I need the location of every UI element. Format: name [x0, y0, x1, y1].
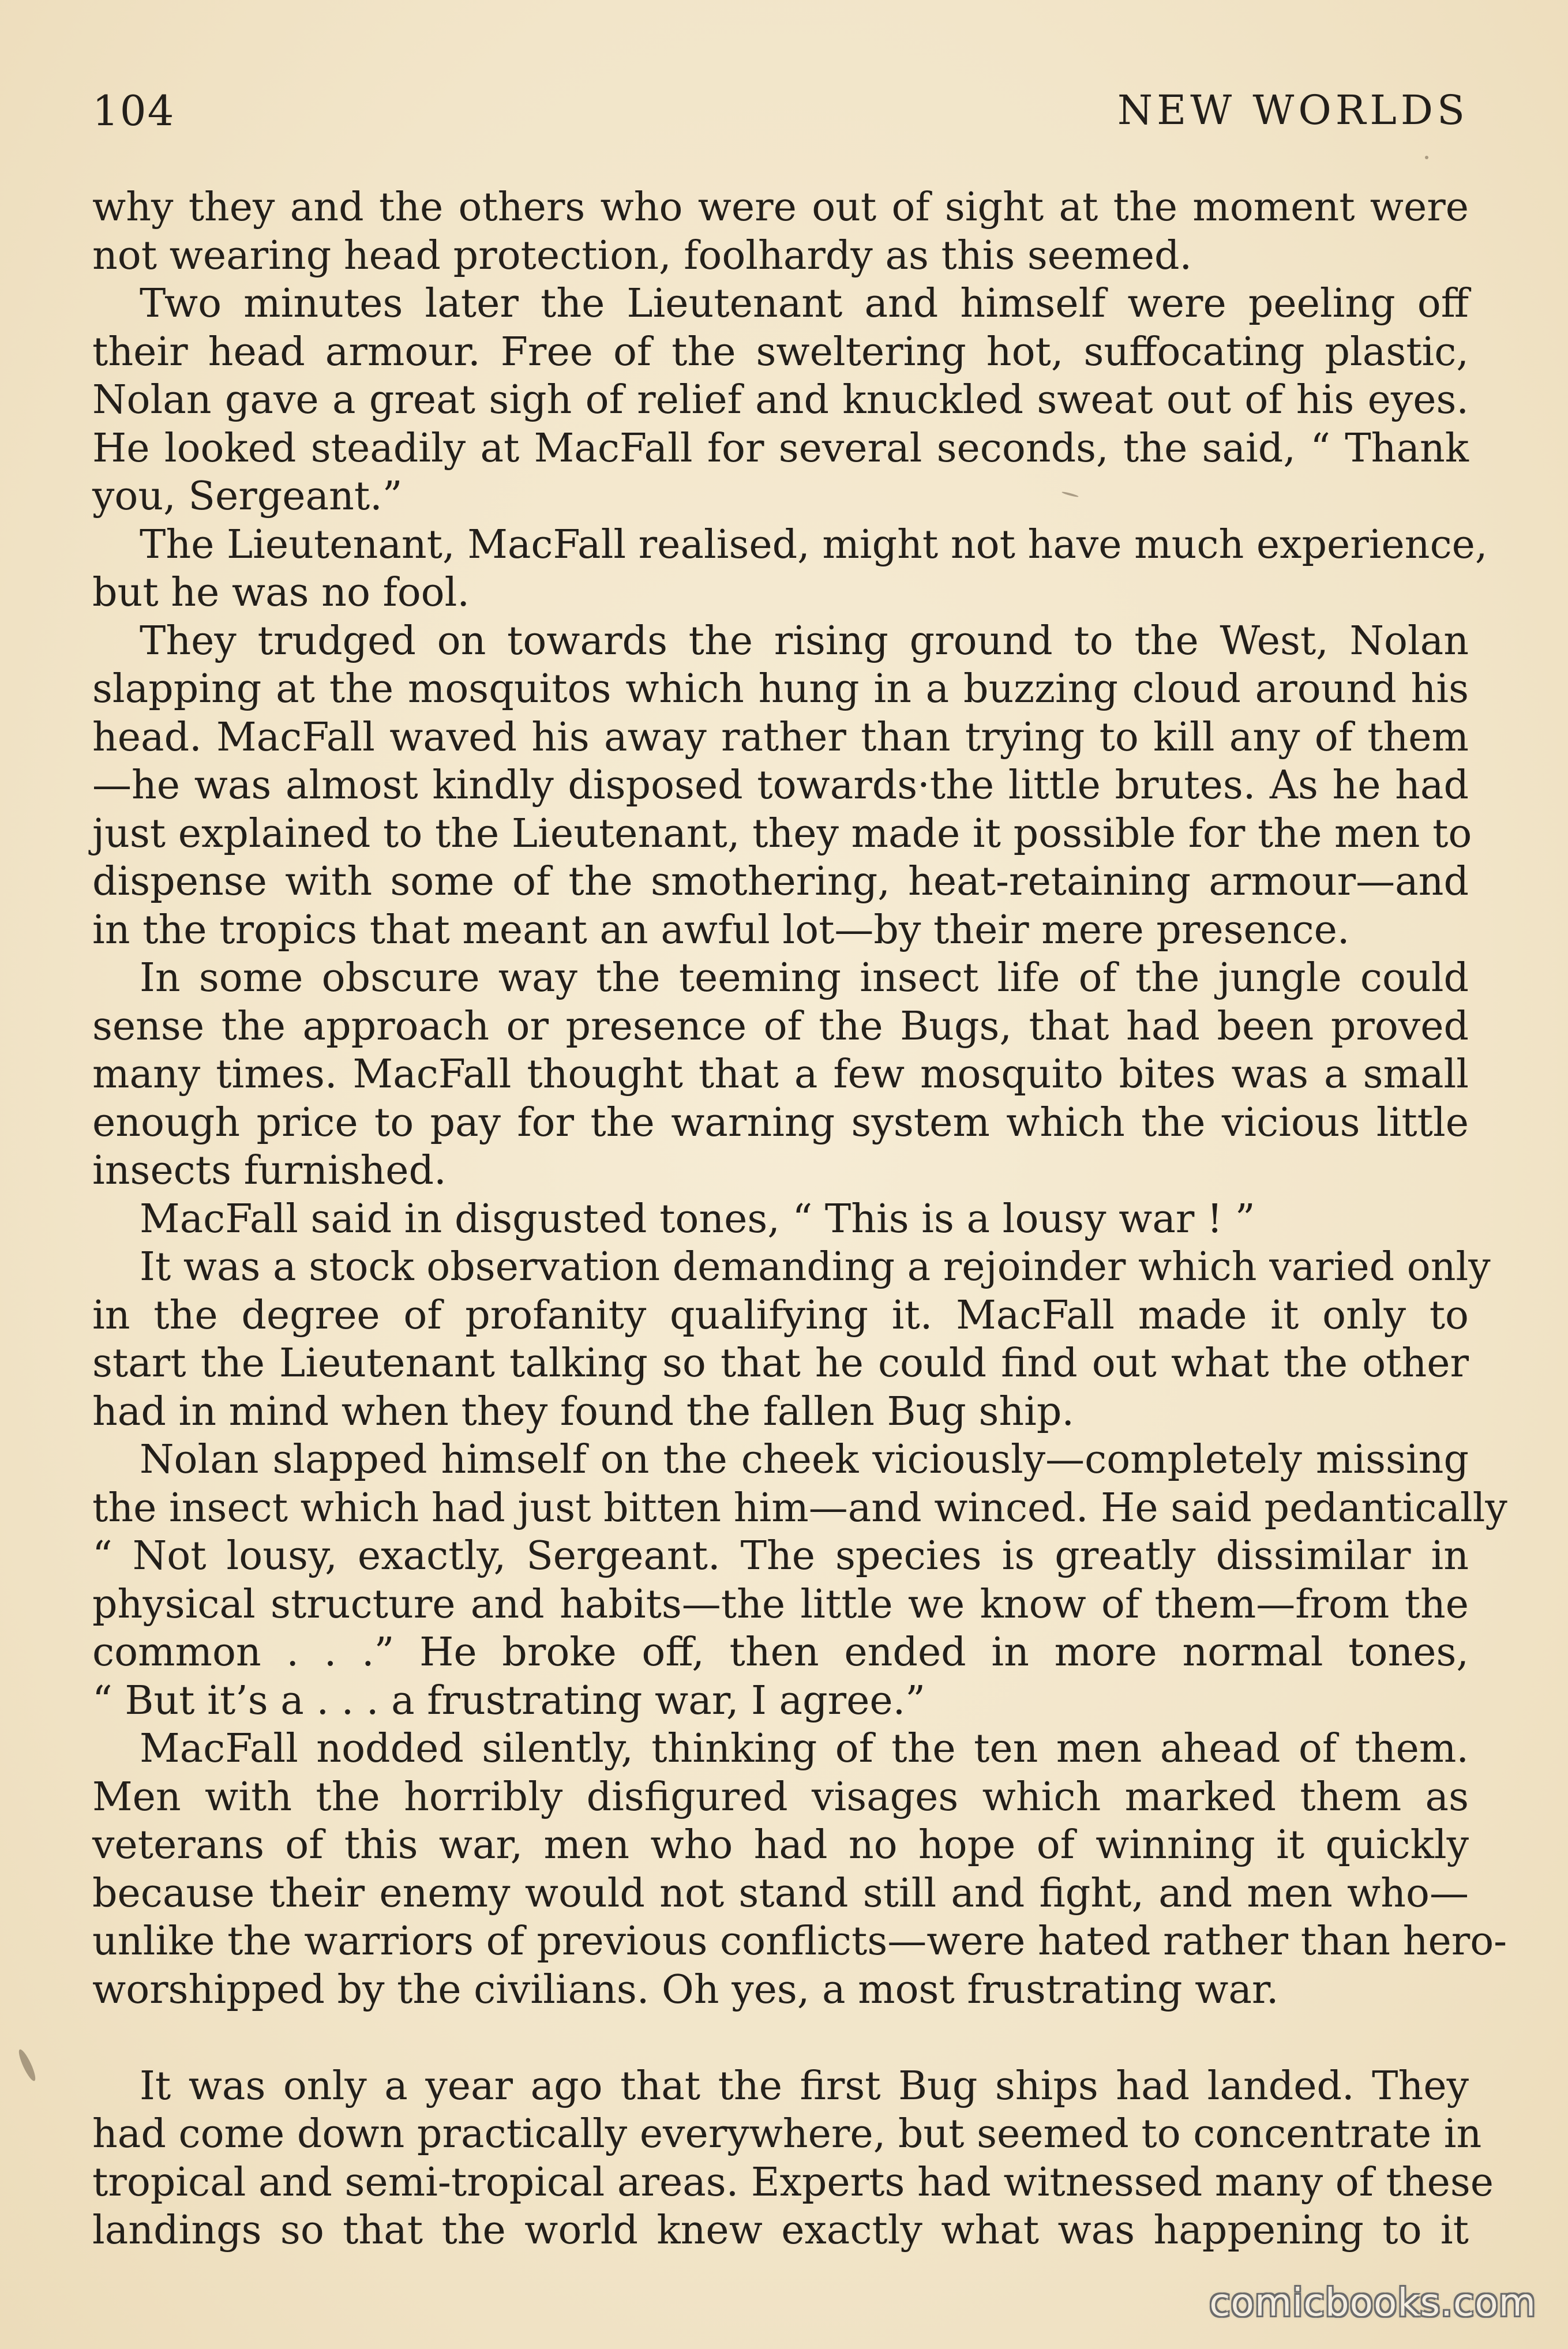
text-line: physical structure and habits—the little we know of them—from the	[92, 1581, 1469, 1627]
text-line: MacFall said in disgusted tones, “ This is a lousy war ! ”	[140, 1196, 1255, 1242]
text-line: dispense with some of the smothering, heat-retaining armour—and	[92, 859, 1469, 905]
text-line: the insect which had just bitten him—and winced. He said pedantically	[92, 1485, 1507, 1531]
text-line: common . . .” He broke off, then ended in more normal tones,	[92, 1630, 1469, 1675]
body-text	[92, 183, 1507, 2255]
text-line: Nolan slapped himself on the cheek viciously—completely missing	[140, 1437, 1469, 1483]
text-line: because their enemy would not stand still and fight, and men who—	[92, 1870, 1469, 1916]
text-line: worshipped by the civilians. Oh yes, a most frustrating war.	[92, 1967, 1279, 2013]
text-line: many times. MacFall thought that a few mosquito bites was a small	[92, 1052, 1469, 1097]
text-line: start the Lieutenant talking so that he could find out what the other	[92, 1341, 1469, 1386]
text-line: had come down practically everywhere, but seemed to concentrate in	[92, 2111, 1482, 2157]
paper-speck	[1425, 156, 1428, 159]
text-line: head. MacFall waved his away rather than trying to kill any of them	[92, 714, 1469, 760]
text-line: MacFall nodded silently, thinking of the ten men ahead of them.	[140, 1726, 1469, 1772]
text-line: not wearing head protection, foolhardy as this seemed.	[92, 232, 1192, 279]
text-line: why they and the others who were out of sight at the moment were	[92, 185, 1469, 230]
section-break	[92, 2014, 1469, 2062]
text-line: The Lieutenant, MacFall realised, might not have much experience,	[140, 521, 1488, 568]
text-line: It was a stock observation demanding a rejoinder which varied only	[140, 1244, 1491, 1290]
page-number: 104	[92, 87, 175, 135]
text-line: you, Sergeant.”	[92, 474, 403, 519]
text-line: They trudged on towards the rising ground to the West, Nolan	[140, 618, 1469, 664]
text-line: —he was almost kindly disposed towards·the little brutes. As he had	[92, 763, 1469, 808]
text-line: had in mind when they found the fallen Bug ship.	[92, 1389, 1075, 1435]
text-line: He looked steadily at MacFall for several seconds, the said, “ Thank	[92, 425, 1469, 471]
text-line: insects furnished.	[92, 1148, 447, 1194]
page-header	[92, 87, 1469, 150]
text-line: In some obscure way the teeming insect life of the jungle could	[140, 955, 1469, 1001]
text-line: in the degree of profanity qualifying it. MacFall made it only to	[92, 1292, 1469, 1338]
text-line: veterans of this war, men who had no hope of winning it quickly	[92, 1822, 1469, 1868]
text-line: Men with the horribly disfigured visages which marked them as	[92, 1774, 1469, 1820]
text-line: their head armour. Free of the sweltering hot, suffocating plastic,	[92, 329, 1469, 375]
text-line: but he was no fool.	[92, 570, 470, 616]
text-line: landings so that the world knew exactly what was happening to it	[92, 2208, 1469, 2253]
text-line: “ Not lousy, exactly, Sergeant. The species is greatly dissimilar in	[92, 1533, 1469, 1579]
text-line: sense the approach or presence of the Bugs, that had been proved	[92, 1003, 1469, 1049]
running-head: NEW WORLDS	[1117, 87, 1469, 134]
text-line: unlike the warriors of previous conflicts—were hated rather than hero-	[92, 1919, 1507, 1964]
text-line: slapping at the mosquitos which hung in a buzzing cloud around his	[92, 666, 1469, 712]
text-line: “ But it’s a . . . a frustrating war, I agree.”	[92, 1678, 925, 1724]
text-line: It was only a year ago that the first Bug ships had landed. They	[140, 2063, 1469, 2109]
text-line: enough price to pay for the warning system which the vicious little	[92, 1100, 1469, 1146]
paper-speck	[16, 2048, 38, 2082]
text-line: in the tropics that meant an awful lot—by their mere presence.	[92, 907, 1350, 953]
watermark: comicbooks.com	[1209, 2280, 1536, 2325]
text-line: just explained to the Lieutenant, they made it possible for the men to	[92, 810, 1472, 857]
text-line: tropical and semi-tropical areas. Experts had witnessed many of these	[92, 2159, 1494, 2205]
text-line: Nolan gave a great sigh of relief and knuckled sweat out of his eyes.	[92, 377, 1469, 423]
text-line: Two minutes later the Lieutenant and himself were peeling off	[140, 281, 1469, 327]
